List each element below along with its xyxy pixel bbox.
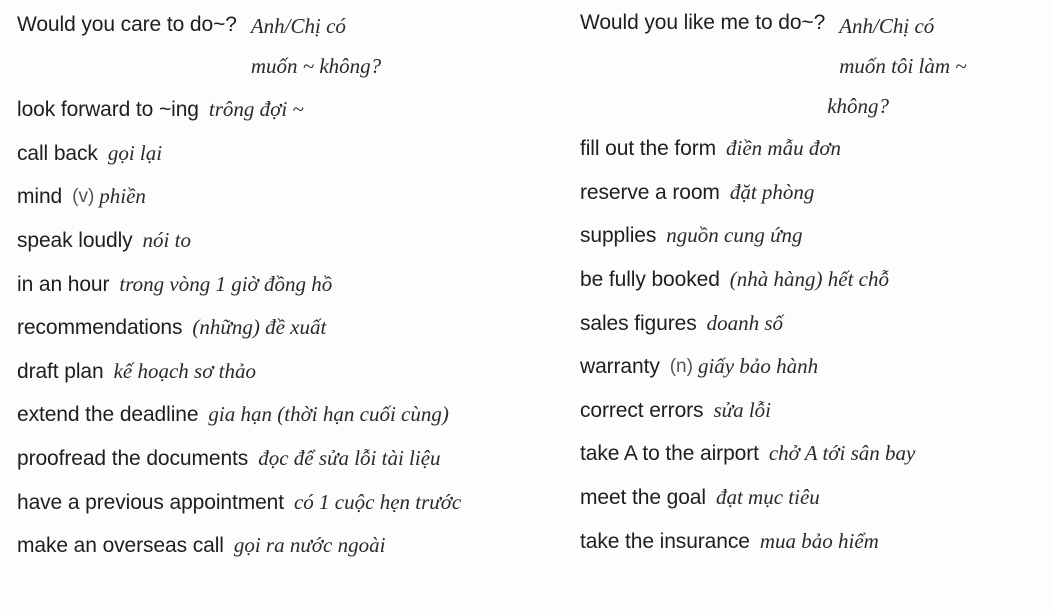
vietnamese-line: không?	[827, 94, 890, 118]
vietnamese-meaning: phiền	[99, 184, 146, 209]
vietnamese-meaning: mua bảo hiểm	[759, 528, 879, 553]
vietnamese-meaning: có 1 cuộc hẹn trước	[293, 489, 462, 514]
vietnamese-meaning: giấy bảo hành	[697, 354, 819, 379]
right-column	[580, 6, 1042, 563]
english-term: take the insurance	[580, 529, 750, 553]
english-term: extend the deadline	[17, 403, 199, 427]
vietnamese-meaning: gia hạn (thời hạn cuối cùng)	[208, 402, 449, 427]
vietnamese-line: muốn ~ không?	[250, 54, 382, 78]
vietnamese-meaning: (những) đề xuất	[192, 315, 327, 340]
vocab-entry	[580, 476, 1042, 520]
vocab-entry	[17, 132, 562, 176]
vietnamese-meaning: chở A tới sân bay	[768, 441, 916, 466]
vietnamese-meaning: trông đợi ~	[208, 97, 304, 122]
english-term: have a previous appointment	[17, 490, 284, 514]
english-term: speak loudly	[17, 229, 133, 253]
english-term: take A to the airport	[580, 442, 759, 466]
english-term: warranty	[580, 355, 660, 379]
vietnamese-meaning: doanh số	[706, 310, 784, 335]
vocab-entry	[580, 519, 1042, 563]
vocab-entry	[17, 262, 562, 306]
vocab-entry	[580, 432, 1042, 476]
vietnamese-meaning	[251, 6, 381, 86]
vocab-entry	[17, 88, 562, 132]
vocab-entry	[17, 6, 562, 88]
english-term: look forward to ~ing	[17, 98, 199, 122]
vocab-entry	[580, 258, 1042, 302]
english-term: sales figures	[580, 311, 697, 335]
vocab-entry	[17, 350, 562, 394]
vietnamese-meaning: đạt mục tiêu	[715, 485, 820, 510]
vietnamese-meaning: điền mẫu đơn	[726, 136, 842, 161]
vocab-entry	[580, 345, 1042, 389]
english-term: call back	[17, 141, 98, 165]
vietnamese-line: Anh/Chị có	[250, 14, 346, 38]
part-of-speech: (n)	[669, 356, 693, 378]
vietnamese-meaning: kế hoạch sơ thảo	[113, 358, 256, 383]
vocab-entry	[17, 306, 562, 350]
english-term: Would you like me to do~?	[580, 11, 826, 34]
english-term: reserve a room	[580, 180, 720, 204]
vocab-entry	[17, 480, 562, 524]
vocab-entry	[580, 214, 1042, 258]
vocab-entry	[580, 171, 1042, 215]
english-term: in an hour	[17, 272, 110, 296]
english-term: draft plan	[17, 359, 104, 383]
left-column	[17, 6, 562, 568]
english-term: mind	[17, 185, 63, 209]
vocab-entry	[17, 437, 562, 481]
vocab-entry	[17, 393, 562, 437]
vietnamese-line: Anh/Chị có	[839, 14, 935, 38]
vocab-entry	[580, 301, 1042, 345]
english-term: Would you care to do~?	[17, 13, 237, 36]
vietnamese-meaning	[827, 6, 967, 126]
vietnamese-meaning: trong vòng 1 giờ đồng hồ	[119, 271, 333, 296]
vocab-entry	[580, 389, 1042, 433]
english-term: meet the goal	[580, 486, 706, 510]
english-term: be fully booked	[580, 268, 720, 292]
vietnamese-meaning: gọi ra nước ngoài	[233, 533, 386, 558]
vietnamese-meaning: đọc để sửa lỗi tài liệu	[258, 446, 441, 471]
vocab-entry	[17, 175, 562, 219]
english-term: correct errors	[580, 398, 704, 422]
vocab-entry	[17, 524, 562, 568]
part-of-speech: (v)	[72, 186, 95, 208]
english-term: proofread the documents	[17, 447, 249, 471]
vietnamese-meaning: sửa lỗi	[713, 397, 771, 422]
vocab-entry	[580, 6, 1042, 127]
vietnamese-meaning: (nhà hàng) hết chỗ	[729, 267, 889, 292]
vietnamese-meaning: gọi lại	[107, 140, 163, 165]
vocab-entry	[580, 127, 1042, 171]
english-term: fill out the form	[580, 137, 717, 161]
vocab-entry	[17, 219, 562, 263]
vietnamese-meaning: nguồn cung ứng	[666, 223, 803, 248]
english-term: make an overseas call	[17, 534, 224, 558]
english-term: recommendations	[17, 316, 183, 340]
vietnamese-meaning: đặt phòng	[729, 179, 815, 204]
vietnamese-meaning: nói to	[142, 228, 191, 253]
english-term: supplies	[580, 224, 657, 248]
vietnamese-line: muốn tôi làm ~	[839, 54, 967, 78]
